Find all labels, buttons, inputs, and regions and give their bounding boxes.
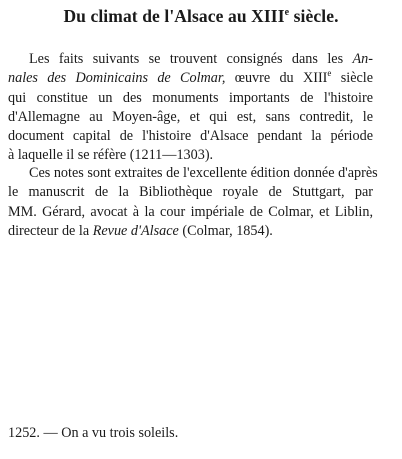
title-text: Du climat de l'Alsace au XIII: [63, 6, 285, 26]
paragraph-1-line: à laquelle il se réfère (1211—1303).: [8, 147, 214, 164]
text-run: directeur de la: [8, 222, 93, 239]
paragraph-1-line: qui constitue un des monuments importants de l'histoire: [8, 89, 373, 106]
paragraph-1-line: d'Allemagne au Moyen-âge, et qui est, sans contredit, le: [8, 108, 373, 125]
paragraph-1-line: document capital de l'histoire d'Alsace pendant la période: [8, 128, 373, 145]
page-title: [0, 6, 402, 27]
paragraph-1-line: [8, 69, 373, 88]
paragraph-1: [8, 50, 373, 166]
paragraph-2-line: le manuscrit de la Bibliothèque royale de Stuttgart, par: [8, 184, 373, 201]
paragraph-2: [8, 164, 378, 241]
title-superscript: e: [284, 7, 290, 18]
italic-run: Revue d'Alsace: [92, 222, 179, 239]
paragraph-2-line: MM. Gérard, avocat à la cour impériale de Colmar, et Liblin,: [8, 203, 373, 220]
entry-text: — On a vu trois soleils.: [39, 425, 179, 441]
italic-run: An-: [352, 51, 373, 67]
title-suffix: siècle.: [289, 6, 339, 26]
paragraph-2-line: Ces notes sont extraites de l'excellente édition donnée d'après: [29, 165, 378, 181]
text-run: Les faits suivants se trouvent consignés dans les: [29, 51, 353, 67]
superscript: e: [327, 68, 332, 79]
paragraph-2-line: [8, 222, 373, 241]
text-run: (Colmar, 1854).: [178, 222, 273, 239]
text-run: œuvre du XIII: [225, 70, 328, 87]
italic-run: nales des Dominicains de Colmar,: [8, 70, 226, 87]
text-run: siècle: [331, 70, 374, 87]
paragraph-1-line: [8, 50, 373, 69]
chronicle-entry: [8, 425, 178, 442]
entry-year: 1252.: [8, 425, 40, 441]
